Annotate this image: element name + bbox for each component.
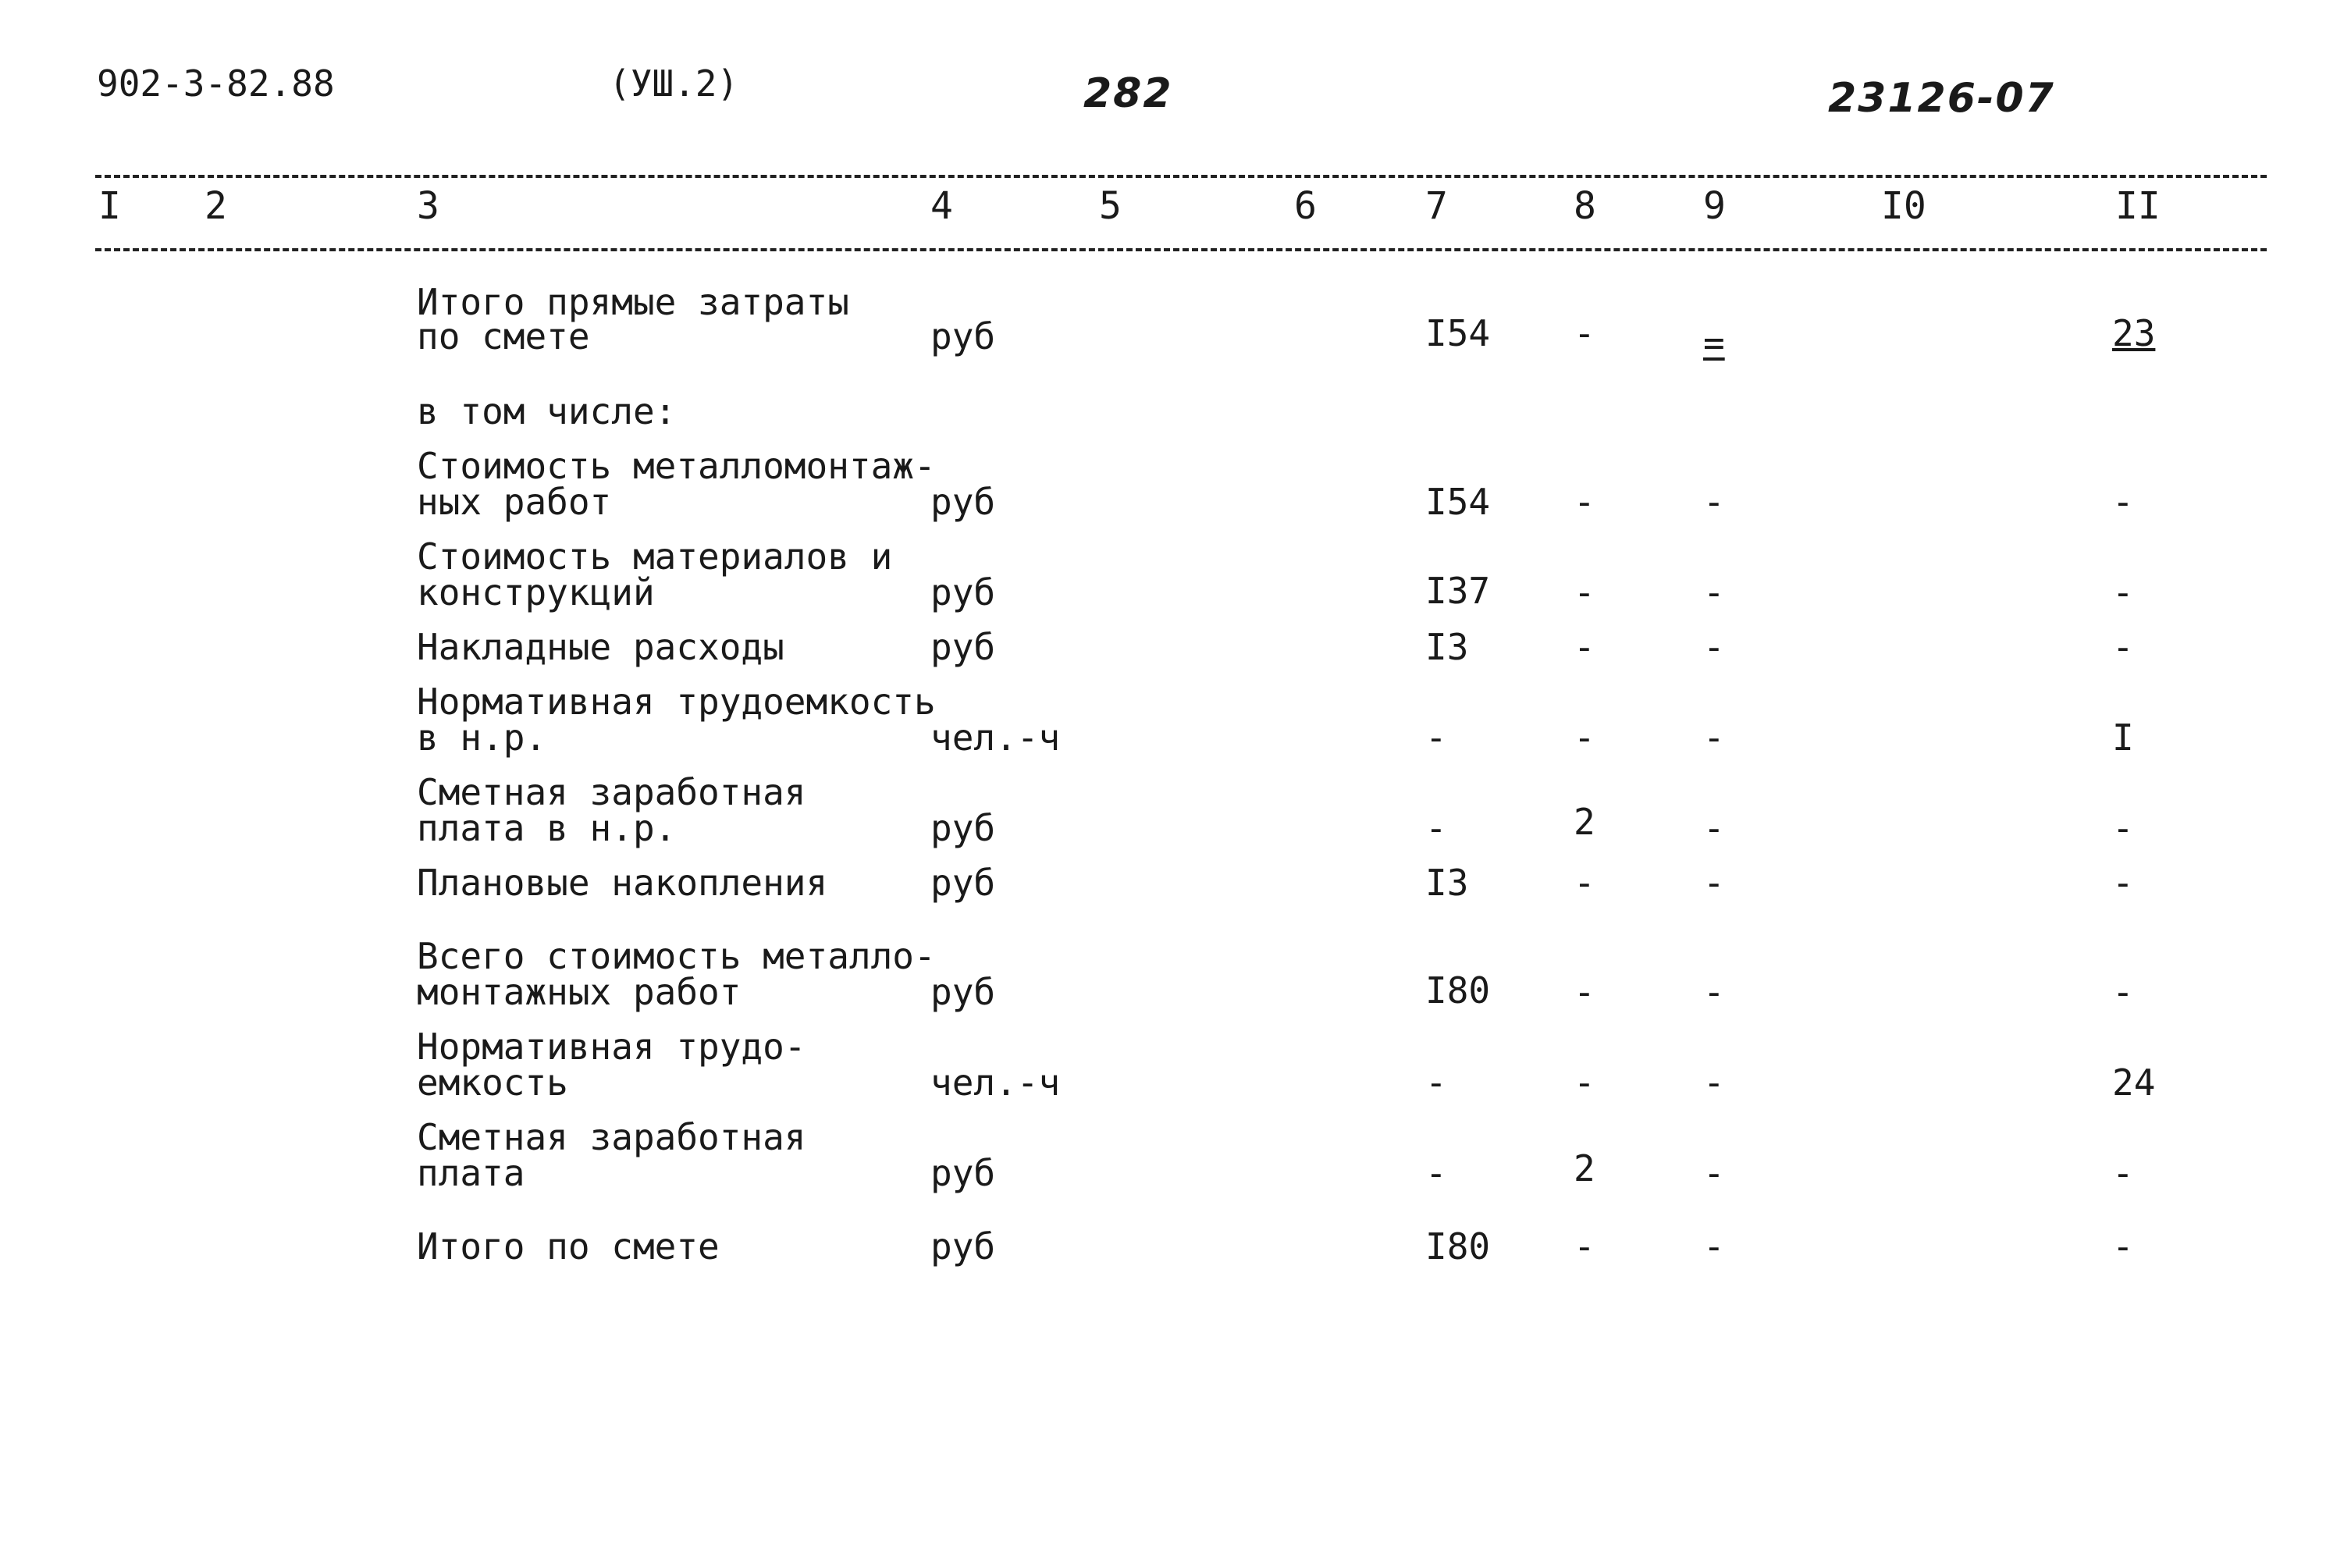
row-description-line: Накладные расходы [417, 626, 784, 668]
row-value-col7: I54 [1425, 481, 1491, 523]
row-description-line: Итого прямые затраты [417, 281, 849, 323]
section-code: (УШ.2) [609, 62, 739, 105]
row-value-col7: I54 [1425, 312, 1491, 354]
row-unit: руб [930, 571, 996, 613]
row-description-line: Стоимость материалов и [417, 535, 893, 578]
row-description-line: Итого по смете [417, 1225, 720, 1268]
row-value-col7: I37 [1425, 570, 1491, 612]
column-number: 5 [1099, 184, 1122, 228]
row-description-line: в н.р. [417, 716, 547, 759]
row-value-col9: - [1703, 1061, 1725, 1104]
row-value-col11: - [2112, 1152, 2134, 1194]
row-value-col8: 2 [1574, 801, 1595, 843]
row-value-col9: - [1703, 971, 1725, 1013]
row-value-col9: - [1703, 716, 1725, 759]
row-unit: руб [930, 971, 996, 1013]
row-value-col8: - [1574, 862, 1595, 904]
column-number: 2 [205, 184, 227, 228]
row-unit: чел.-ч [930, 1061, 1061, 1104]
row-value-col9: - [1703, 1152, 1725, 1194]
row-value-col11: - [2112, 481, 2134, 523]
table-top-rule [95, 175, 2267, 178]
row-value-col7: - [1425, 1061, 1447, 1104]
row-value-col7: - [1425, 1152, 1447, 1194]
row-value-col8: - [1574, 1061, 1595, 1104]
row-value-col7: - [1425, 716, 1447, 759]
row-unit: руб [930, 862, 996, 904]
sheet-code: 23126-07 [1828, 75, 2055, 122]
row-unit: руб [930, 315, 996, 357]
row-description-line: конструкций [417, 571, 655, 613]
row-description-line: Сметная заработная [417, 1116, 806, 1158]
row-value-col9: - [1703, 1225, 1725, 1268]
row-description-line: Нормативная трудо- [417, 1026, 806, 1068]
row-value-col7: I3 [1425, 862, 1469, 904]
row-value-col9: - [1703, 807, 1725, 849]
row-value-col9: - [1703, 481, 1725, 523]
row-value-col8: - [1574, 716, 1595, 759]
row-value-col11: - [2112, 1225, 2134, 1268]
row-value-col11: - [2112, 571, 2134, 613]
row-value-col8: - [1574, 312, 1595, 354]
row-value-col7: - [1425, 807, 1447, 849]
row-value-col11: 23 [2112, 312, 2156, 354]
row-unit: руб [930, 1225, 996, 1268]
row-value-col11: - [2112, 862, 2134, 904]
row-description-line: по смете [417, 315, 590, 357]
row-value-col7: I3 [1425, 626, 1469, 668]
row-description-line: Стоимость металломонтаж- [417, 445, 936, 487]
document-code: 902-3-82.88 [97, 62, 335, 105]
row-description-line: плата в н.р. [417, 807, 677, 849]
row-description-line: ных работ [417, 481, 612, 523]
row-description-line: Плановые накопления [417, 862, 828, 904]
row-value-col8: - [1574, 571, 1595, 613]
row-value-col9: - [1703, 571, 1725, 613]
row-value-col8: - [1574, 971, 1595, 1013]
row-description-line: в том числе: [417, 390, 677, 432]
row-description-line: Нормативная трудоемкость [417, 681, 936, 723]
row-value-col11: 24 [2112, 1061, 2156, 1104]
row-value-col8: - [1574, 626, 1595, 668]
row-value-col8: 2 [1574, 1147, 1595, 1189]
row-value-col7: I80 [1425, 969, 1491, 1012]
column-number: II [2115, 184, 2161, 228]
row-value-col11: I [2112, 716, 2134, 759]
row-unit: чел.-ч [930, 716, 1061, 759]
row-description-line: емкость [417, 1061, 568, 1104]
column-number: I [98, 184, 121, 228]
row-value-col8: - [1574, 481, 1595, 523]
row-unit: руб [930, 807, 996, 849]
row-value-col9: - [1703, 626, 1725, 668]
column-number: 4 [930, 184, 953, 228]
row-value-col9: = [1703, 322, 1725, 364]
column-number: 6 [1294, 184, 1317, 228]
row-description-line: Сметная заработная [417, 771, 806, 813]
row-value-col11: - [2112, 807, 2134, 849]
page-number: 282 [1083, 70, 1173, 117]
row-description-line: плата [417, 1152, 525, 1194]
column-number: I0 [1881, 184, 1926, 228]
row-description-line: монтажных работ [417, 971, 742, 1013]
row-value-col7: I80 [1425, 1225, 1491, 1268]
row-value-col9: - [1703, 862, 1725, 904]
row-unit: руб [930, 1152, 996, 1194]
row-value-col11: - [2112, 626, 2134, 668]
table-header-rule [95, 248, 2267, 251]
row-value-col11: - [2112, 971, 2134, 1013]
row-value-col8: - [1574, 1225, 1595, 1268]
row-unit: руб [930, 626, 996, 668]
row-description-line: Всего стоимость металло- [417, 935, 936, 977]
column-number: 7 [1425, 184, 1448, 228]
column-number: 3 [417, 184, 439, 228]
column-number: 9 [1703, 184, 1726, 228]
row-unit: руб [930, 481, 996, 523]
column-number: 8 [1574, 184, 1596, 228]
